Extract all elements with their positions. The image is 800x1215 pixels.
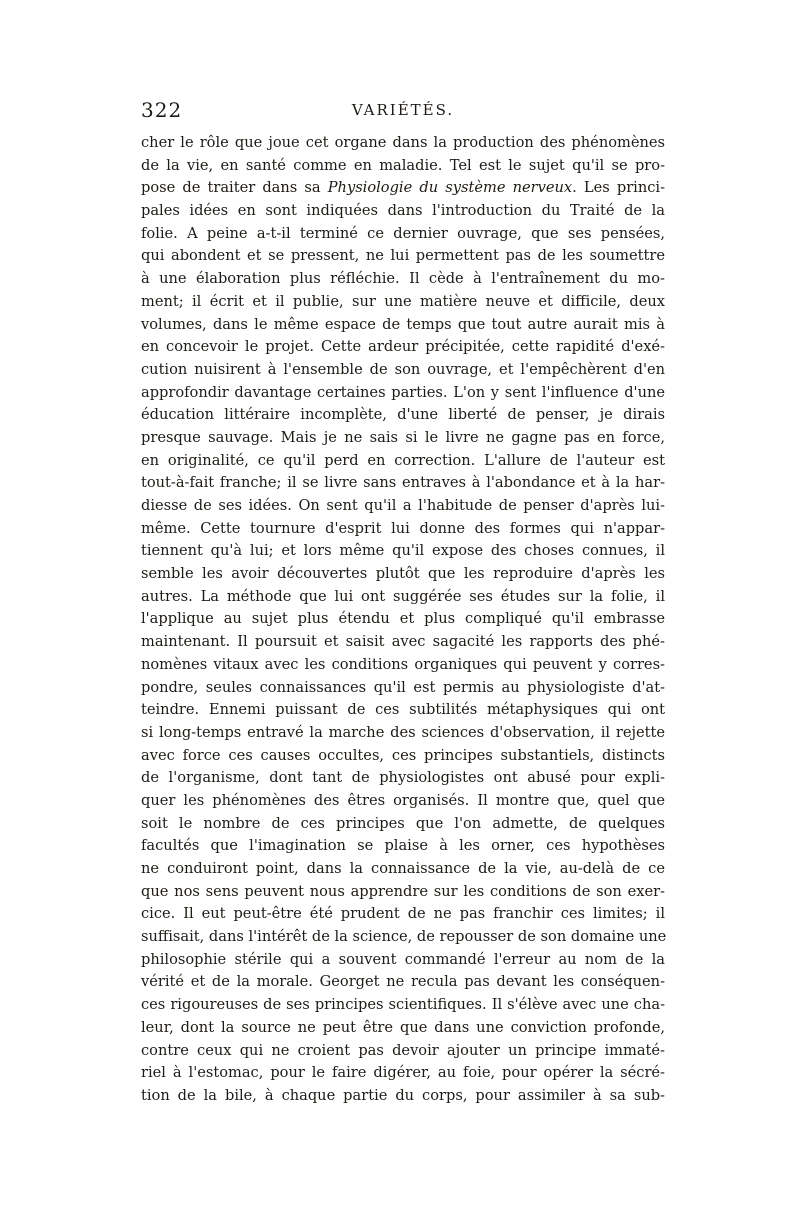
text-line: pose de traiter dans sa Physiologie du système nerveux. Les princi-: [141, 179, 666, 197]
text-line: presque sauvage. Mais je ne sais si le livre ne gagne pas en force,: [141, 428, 665, 446]
text-line: de la vie, en santé comme en maladie. Tel est le sujet qu'il se pro-: [141, 156, 665, 174]
text-line: en concevoir le projet. Cette ardeur précipitée, cette rapidité d'exé-: [141, 338, 665, 356]
text-line: si long-temps entravé la marche des sciences d'observation, il rejette: [141, 723, 665, 741]
text-line: l'applique au sujet plus étendu et plus compliqué qu'il embrasse: [141, 610, 665, 628]
text-line: contre ceux qui ne croient pas devoir ajouter un principe immaté-: [141, 1041, 665, 1059]
running-title: VARIÉTÉS.: [351, 101, 455, 119]
text-line: avec force ces causes occultes, ces principes substantiels, distincts: [141, 746, 665, 764]
text-line: à une élaboration plus réfléchie. Il cède à l'entraînement du mo-: [141, 270, 665, 288]
text-line: tiennent qu'à lui; et lors même qu'il expose des choses connues, il: [141, 542, 665, 560]
text-line: volumes, dans le même espace de temps que tout autre aurait mis à: [141, 315, 665, 333]
text-line: ne conduiront point, dans la connaissance de la vie, au-delà de ce: [141, 860, 665, 877]
text-line: vérité et de la morale. Georget ne recula pas devant les conséquen-: [141, 973, 665, 991]
text-line: pondre, seules connaissances qu'il est permis au physiologiste d'at-: [141, 678, 665, 696]
text-line: pales idées en sont indiquées dans l'introduction du Traité de la: [141, 202, 665, 220]
text-line: folie. A peine a-t-il terminé ce dernier ouvrage, que ses pensées,: [141, 224, 665, 242]
text-line: maintenant. Il poursuit et saisit avec sagacité les rapports des phé-: [141, 633, 665, 651]
text-line: en originalité, ce qu'il perd en correction. L'allure de l'auteur est: [141, 451, 665, 469]
body-paragraph: [141, 132, 665, 1108]
text-line: même. Cette tournure d'esprit lui donne des formes qui n'appar-: [141, 519, 665, 537]
text-line: ment; il écrit et il publie, sur une matière neuve et difficile, deux: [141, 292, 665, 310]
text-line: approfondir davantage certaines parties. L'on y sent l'influence d'une: [141, 383, 665, 401]
text-line: quer les phénomènes des êtres organisés. Il montre que, quel que: [141, 791, 665, 809]
text-line: semble les avoir découvertes plutôt que les reproduire d'après les: [141, 565, 665, 583]
text-line: éducation littéraire incomplète, d'une liberté de penser, je dirais: [141, 406, 665, 424]
page-number: 322: [141, 98, 183, 122]
text-line: riel à l'estomac, pour le faire digérer, au foie, pour opérer la sécré-: [141, 1064, 665, 1082]
text-line: tion de la bile, à chaque partie du corps, pour assimiler à sa sub-: [141, 1086, 665, 1104]
text-line: facultés que l'imagination se plaise à les orner, ces hypothèses: [141, 837, 665, 855]
text-line: ces rigoureuses de ses principes scientifiques. Il s'élève avec une cha-: [141, 996, 665, 1014]
text-line: de l'organisme, dont tant de physiologistes ont abusé pour expli-: [141, 769, 665, 787]
book-title-italic: Physiologie du système nerveux: [327, 179, 573, 197]
text-line: tout-à-fait franche; il se livre sans entraves à l'abondance et à la har-: [141, 474, 665, 492]
text-line: suffisait, dans l'intérêt de la science, de repousser de son domaine une: [141, 928, 667, 946]
text-line: cution nuisirent à l'ensemble de son ouvrage, et l'empêchèrent d'en: [141, 360, 665, 378]
text-line: soit le nombre de ces principes que l'on admette, de quelques: [141, 814, 665, 832]
text-line: qui abondent et se pressent, ne lui permettent pas de les soumettre: [141, 247, 665, 265]
text-line: cher le rôle que joue cet organe dans la production des phénomènes: [141, 134, 665, 151]
text-line: autres. La méthode que lui ont suggérée ses études sur la folie, il: [141, 587, 665, 605]
text-line: philosophie stérile qui a souvent commandé l'erreur au nom de la: [141, 950, 665, 968]
text-line: nomènes vitaux avec les conditions organiques qui peuvent y corres-: [141, 655, 665, 673]
text-line: teindre. Ennemi puissant de ces subtilités métaphysiques qui ont: [141, 701, 665, 719]
text-line: cice. Il eut peut-être été prudent de ne pas franchir ces limites; il: [141, 905, 665, 923]
text-line: leur, dont la source ne peut être que dans une conviction profonde,: [141, 1018, 665, 1036]
text-line: que nos sens peuvent nous apprendre sur les conditions de son exer-: [141, 882, 665, 900]
page-header: [141, 98, 665, 128]
text-line: diesse de ses idées. On sent qu'il a l'habitude de penser d'après lui-: [141, 497, 665, 514]
